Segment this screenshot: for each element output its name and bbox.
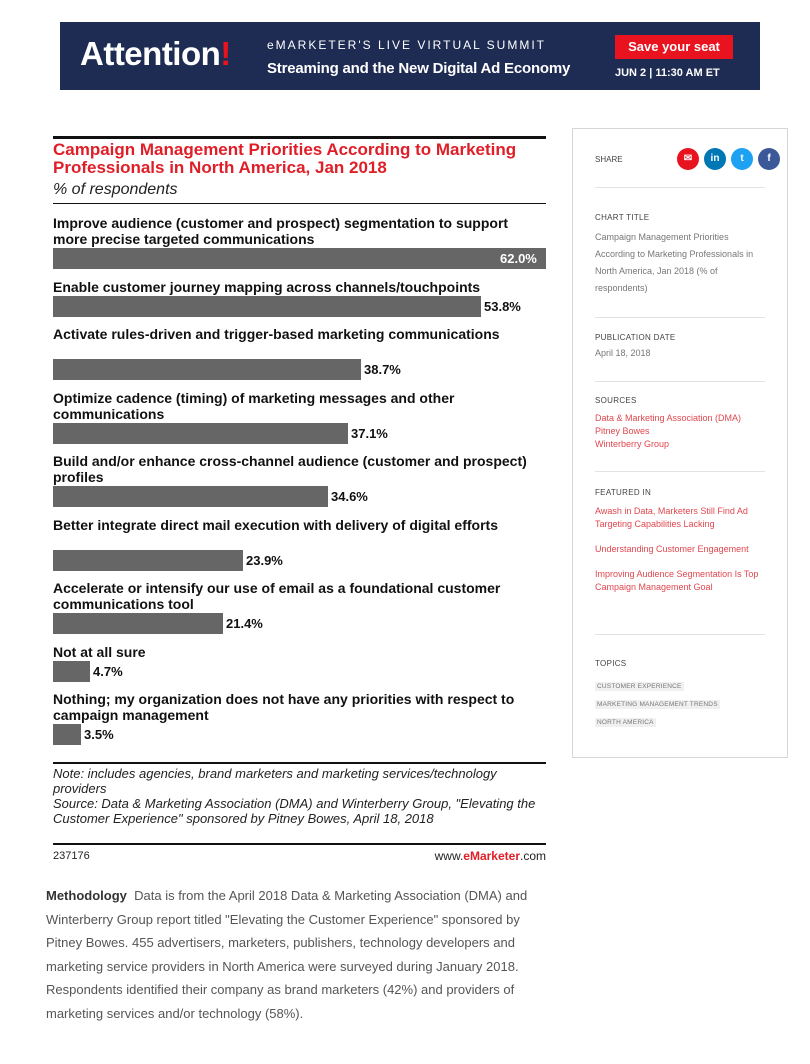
source-link[interactable]: Data & Marketing Association (DMA) bbox=[595, 413, 742, 423]
featured-in-section bbox=[595, 488, 765, 594]
email-share-icon[interactable]: ✉ bbox=[677, 148, 699, 170]
value-label: 23.9% bbox=[246, 553, 283, 568]
sidebar-divider bbox=[595, 471, 765, 472]
category-label: Enable customer journey mapping across channels/touchpoints bbox=[53, 279, 481, 295]
value-label: 34.6% bbox=[331, 489, 368, 504]
category-label: Activate rules-driven and trigger-based marketing communications bbox=[53, 326, 500, 342]
banner-kicker: eMARKETER'S LIVE VIRTUAL SUMMIT bbox=[267, 38, 547, 52]
bar bbox=[53, 661, 90, 682]
publication-date-value: April 18, 2018 bbox=[595, 348, 651, 358]
source-link[interactable]: Pitney Bowes bbox=[595, 426, 650, 436]
banner-date: JUN 2 | 11:30 AM ET bbox=[615, 67, 720, 79]
value-label: 3.5% bbox=[84, 727, 114, 742]
brand-url[interactable]: www.eMarketer.com bbox=[434, 849, 546, 863]
bar bbox=[53, 296, 481, 317]
publication-date-heading: PUBLICATION DATE bbox=[595, 333, 676, 342]
chart-title-heading: CHART TITLE bbox=[595, 213, 650, 222]
chart-title-section bbox=[595, 213, 765, 297]
banner-headline: Streaming and the New Digital Ad Economy bbox=[267, 60, 571, 77]
methodology-text: Data is from the April 2018 Data & Marketing Association (DMA) and Winterberry Group report titled "Elevating the Customer Experience" sponsored by Pitney Bowes. 455 advertisers, marketers, publishers, technology developers and marketing service providers in North America were surveyed during January 2018. Respondents identified their company as brand marketers (42%) and providers of marketing services and/or technology (58%). bbox=[46, 888, 528, 1021]
bar bbox=[53, 550, 243, 571]
category-label: Not at all sure bbox=[53, 644, 146, 660]
sidebar-divider bbox=[595, 187, 765, 188]
category-label: Better integrate direct mail execution with delivery of digital efforts bbox=[53, 517, 498, 533]
chart-id: 237176 bbox=[53, 850, 90, 862]
chart-title-text: Campaign Management Priorities According to Marketing Professionals in North America, Jan 2018 (% of respondents) bbox=[595, 232, 754, 293]
chart-subtitle: % of respondents bbox=[53, 181, 178, 198]
featured-article-link[interactable]: Understanding Customer Engagement bbox=[595, 544, 749, 554]
topic-tag[interactable]: NORTH AMERICA bbox=[597, 719, 654, 726]
banner-attention-word: Attention! bbox=[80, 35, 231, 72]
bar bbox=[53, 248, 546, 269]
featured-article-link[interactable]: Awash in Data, Marketers Still Find Ad Targeting Capabilities Lacking bbox=[595, 506, 748, 529]
save-seat-button[interactable]: Save your seat bbox=[615, 35, 733, 59]
chart-footer-rule bbox=[53, 843, 546, 845]
bar bbox=[53, 423, 348, 444]
value-label: 38.7% bbox=[364, 362, 401, 377]
topic-tag[interactable]: CUSTOMER EXPERIENCE bbox=[597, 683, 682, 690]
value-label: 21.4% bbox=[226, 616, 263, 631]
chart-title: Campaign Management Priorities According to Marketing Professionals in North America, Jan 2018 bbox=[53, 140, 517, 177]
chart-note-rule bbox=[53, 762, 546, 764]
bar bbox=[53, 359, 361, 380]
sidebar-divider bbox=[595, 317, 765, 318]
sources-section bbox=[595, 396, 765, 451]
source-link[interactable]: Winterberry Group bbox=[595, 439, 670, 449]
sidebar-divider bbox=[595, 381, 765, 382]
chart-top-rule bbox=[53, 136, 546, 139]
bar bbox=[53, 613, 223, 634]
category-label: Build and/or enhance cross-channel audience (customer and prospect) profiles bbox=[53, 453, 527, 485]
category-label: Improve audience (customer and prospect) segmentation to support more precise targeted communications bbox=[53, 215, 509, 247]
value-label: 62.0% bbox=[500, 251, 537, 266]
methodology bbox=[46, 884, 551, 1025]
share-label: SHARE bbox=[595, 155, 623, 164]
sources-heading: SOURCES bbox=[595, 396, 637, 405]
chart-source-text: Source: Data & Marketing Association (DMA) and Winterberry Group, "Elevating the Customer Experience" sponsored by Pitney Bowes, April 18, 2018 bbox=[53, 796, 536, 826]
category-label: Optimize cadence (timing) of marketing messages and other communications bbox=[53, 390, 455, 422]
publication-date-section bbox=[595, 333, 765, 362]
value-label: 53.8% bbox=[484, 299, 521, 314]
category-label: Nothing; my organization does not have any priorities with respect to campaign management bbox=[53, 691, 515, 723]
linkedin-share-icon[interactable]: in bbox=[704, 148, 726, 170]
bar-chart bbox=[53, 136, 546, 868]
share-row bbox=[595, 147, 771, 171]
bar bbox=[53, 724, 81, 745]
chart-note-text: Note: includes agencies, brand marketers and marketing services/technology providers bbox=[53, 766, 497, 796]
featured-in-heading: FEATURED IN bbox=[595, 488, 652, 497]
chart-info-sidebar bbox=[572, 128, 788, 758]
value-label: 37.1% bbox=[351, 426, 388, 441]
topics-heading: TOPICS bbox=[595, 659, 627, 668]
chart-note bbox=[53, 766, 546, 826]
facebook-share-icon[interactable]: f bbox=[758, 148, 780, 170]
value-label: 4.7% bbox=[93, 664, 123, 679]
topics-section bbox=[595, 659, 765, 736]
topic-tag[interactable]: MARKETING MANAGEMENT TRENDS bbox=[597, 701, 718, 708]
twitter-share-icon[interactable]: t bbox=[731, 148, 753, 170]
category-label: Accelerate or intensify our use of email as a foundational customer communications tool bbox=[53, 580, 501, 612]
chart-subtitle-rule bbox=[53, 203, 546, 204]
summit-banner[interactable] bbox=[60, 22, 760, 90]
sidebar-divider bbox=[595, 634, 765, 635]
methodology-label: Methodology bbox=[46, 888, 127, 903]
bar bbox=[53, 486, 328, 507]
featured-article-link[interactable]: Improving Audience Segmentation Is Top Campaign Management Goal bbox=[595, 569, 759, 592]
